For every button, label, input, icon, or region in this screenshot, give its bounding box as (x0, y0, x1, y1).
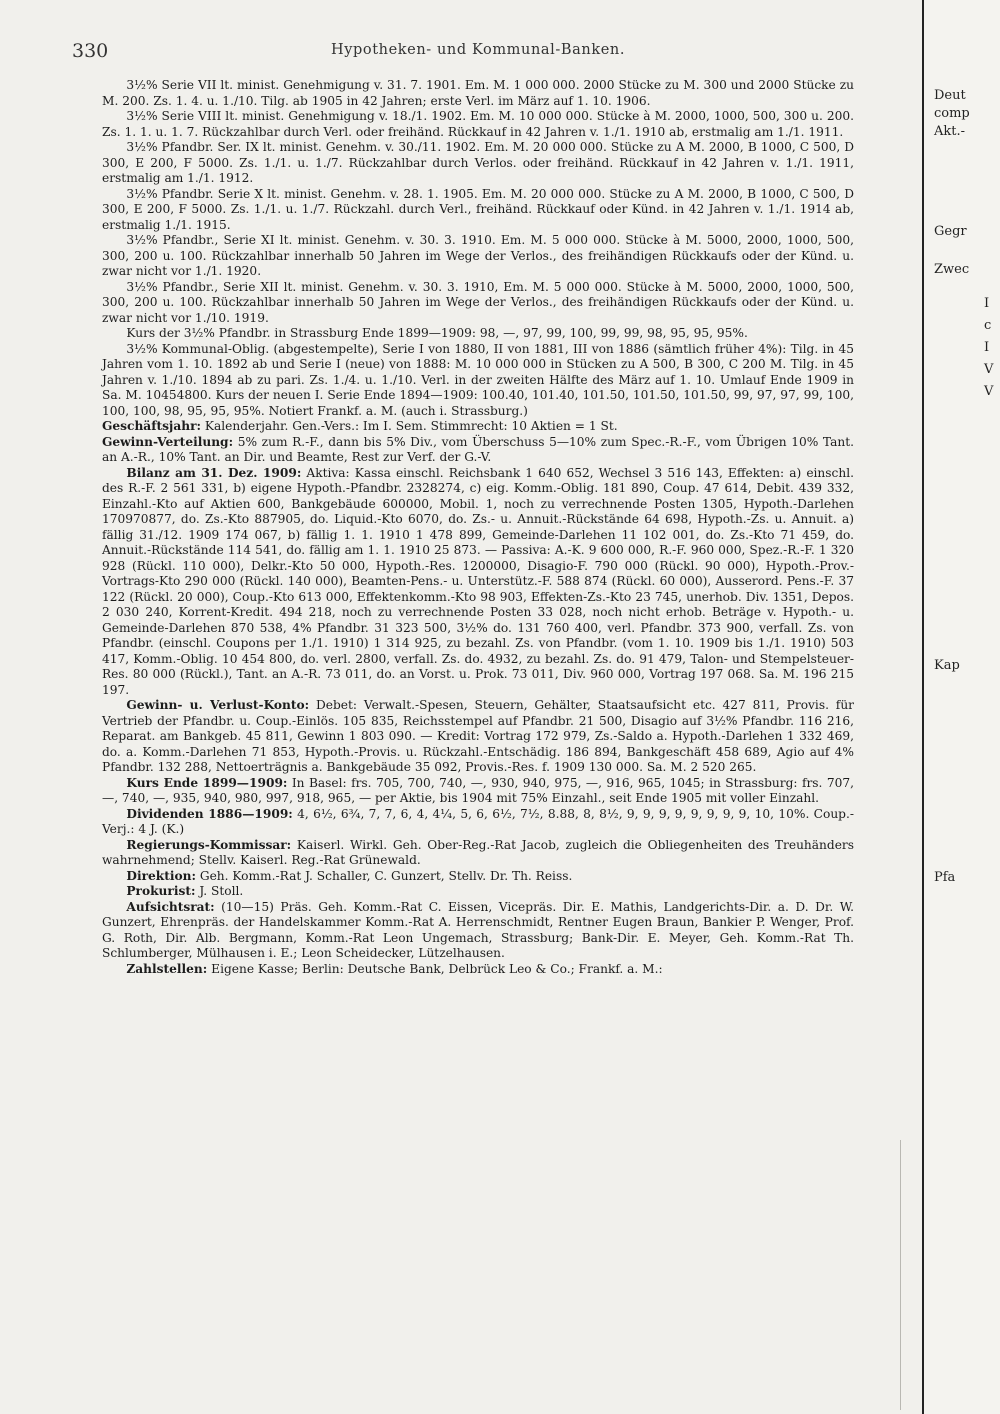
entry-label: Dividenden 1886—1909: (126, 806, 293, 821)
main-column (72, 40, 854, 977)
entry-label: Aufsichtsrat: (126, 899, 215, 914)
entry-text: (10—15) Präs. Geh. Komm.-Rat C. Eissen, Vicepräs. Dir. E. Mathis, Landgerichts-Dir. a. D. Dr. W. Gunzert, Ehrenpräs. der Handelskammer Komm.-Rat A. Herrenschmidt, Rentner Eugen Braun, Bankier P. Wenger, Prof. G. Roth, Dir. Alb. Bergmann, Komm.-Rat Leon Ungemach, Strassburg; Bank-Dir. E. Meyer, Geh. Komm.-Rat Th. Schlumberger, Mülhausen i. E.; Leon Scheidecker, Lützelhausen. (102, 899, 854, 960)
entry-label: Bilanz am 31. Dez. 1909: (126, 465, 302, 480)
page-header (72, 40, 854, 78)
entry-label: Prokurist: (126, 884, 196, 898)
paragraph: 3½% Pfandbr. Serie X lt. minist. Genehm. v. 28. 1. 1905. Em. M. 20 000 000. Stücke zu A M. 2000, B 1000, C 500, D 300, E 200, F 5000. Zs. 1./1. u. 1./7. Rückzahl. durch Verl., freihänd. Rückkauf oder Künd. in 42 Jahren v. 1./1. 1914 ab, erstmalig 1./1. 1915. (102, 186, 854, 232)
margin-word: Kap (934, 658, 960, 673)
paragraph: 3½% Serie VII lt. minist. Genehmigung v. 31. 7. 1901. Em. M. 1 000 000. 2000 Stücke zu M. 300 und 2000 Stücke zu M. 200. Zs. 1. 4. u. 1./10. Tilg. ab 1905 in 42 Jahren; erste Verl. im März auf 1. 10. 1906. (102, 78, 854, 108)
entry-label: Kurs Ende 1899—1909: (126, 775, 288, 790)
entry-dividenden (102, 807, 854, 838)
entry-text: Eigene Kasse; Berlin: Deutsche Bank, Delbrück Leo & Co.; Frankf. a. M.: (207, 961, 663, 976)
entry-text: Kalenderjahr. Gen.-Vers.: Im I. Sem. Stimmrecht: 10 Aktien = 1 St. (201, 419, 618, 433)
entry-text: 4, 6½, 6¾, 7, 7, 6, 4, 4¼, 5, 6, 6½, 7½, 8.88, 8, 8½, 9, 9, 9, 9, 9, 9, 9, 9, 10, 10%. Coup.-Verj.: 4 J. (K.) (102, 806, 854, 836)
paragraph: Kurs der 3½% Pfandbr. in Strassburg Ende 1899—1909: 98, —, 97, 99, 100, 99, 99, 98, 95, 95, 95%. (126, 326, 748, 340)
margin-word: Zwec (934, 262, 970, 277)
page-fold-line (900, 1140, 907, 1410)
margin-word: Gegr (934, 224, 967, 239)
paragraph: 3½% Pfandbr. Ser. IX lt. minist. Genehm. v. 30./11. 1902. Em. M. 20 000 000. Stücke zu A M. 2000, B 1000, C 500, D 300, E 200, F 5000. Zs. 1./1. u. 1./7. Rückzahlbar durch Verlos. oder freihänd. Rückkauf in 42 Jahren v. 1./1. 1911, erstmalig am 1./1. 1912. (102, 140, 854, 185)
entry-text: Debet: Verwalt.-Spesen, Steuern, Gehälter, Staatsaufsicht etc. 427 811, Provis. für Vertrieb der Pfandbr. u. Coup.-Einlös. 105 835, Reichsstempel auf Pfandbr. 21 500, Disagio auf 3½% Pfandbr. 116 216, Reparat. am Bankgeb. 45 811, Gewinn 1 803 090. — Kredit: Vortrag 172 979, Zs.-Saldo a. Hypoth.-Darlehen 1 332 469, do. a. Komm.-Darlehen 71 853, Hypoth.-Provis. u. Rückzahl.-Entschädig. 186 894, Bankgeschäft 458 689, Agio auf 4% Pfandbr. 132 288, Nettoerträgnis a. Bankgebäude 35 092, Provis.-Res. f. 1909 130 000. Sa. M. 2 520 265. (102, 698, 854, 774)
entry-text: Kaiserl. Wirkl. Geh. Ober-Reg.-Rat Jacob, zugleich die Obliegenheiten des Treuhänders wahrnehmend; Stellv. Kaiserl. Reg.-Rat Grünewald. (102, 837, 854, 867)
margin-word: I (984, 296, 990, 311)
margin-word: comp (934, 106, 970, 121)
entry-bilanz (102, 466, 854, 699)
adjacent-page-edge (922, 0, 1000, 1414)
entry-prokurist (102, 884, 854, 900)
entry-label: Direktion: (126, 868, 196, 883)
margin-word: Deut (934, 88, 966, 103)
entry-regierungs-kommissar (102, 838, 854, 869)
margin-word: I (984, 340, 990, 355)
entry-text: In Basel: frs. 705, 700, 740, —, 930, 940, 975, —, 916, 965, 1045; in Strassburg: frs. 707, —, 740, —, 935, 940, 980, 997, 918, 965, — per Aktie, bis 1904 mit 75% Einzahl., seit Ende 1905 mit voller Einzahl. (102, 775, 854, 805)
entry-text: 5% zum R.-F., dann bis 5% Div., vom Überschuss 5—10% zum Spec.-R.-F., vom Übrigen 10% Tant. an A.-R., 10% Tant. an Dir. und Beamte, Rest zur Verf. der G.-V. (102, 434, 854, 464)
entry-label: Geschäftsjahr: (102, 419, 202, 433)
entry-geschaeftsjahr (102, 419, 854, 435)
entry-gewinn-verteilung (102, 435, 854, 466)
entry-zahlstellen (102, 962, 854, 978)
entry-aufsichtsrat (102, 900, 854, 962)
entry-direktion (102, 869, 854, 885)
margin-word: V (984, 384, 994, 399)
margin-word: V (984, 362, 994, 377)
margin-word: c (984, 318, 992, 333)
page-number: 330 (72, 40, 109, 62)
paragraph: 3½% Serie VIII lt. minist. Genehmigung v. 18./1. 1902. Em. M. 10 000 000. Stücke à M. 2000, 1000, 500, 300 u. 200. Zs. 1. 1. u. 1. 7. Rückzahlbar durch Verl. oder freihänd. Rückkauf in 42 Jahren v. 1./1. 1910 ab, erstmalig am 1./1. 1911. (102, 109, 854, 139)
running-title: Hypotheken- und Kommunal-Banken. (330, 42, 626, 58)
entry-kurs (102, 776, 854, 807)
entry-gewinn-verlust (102, 698, 854, 776)
entry-text: Aktiva: Kassa einschl. Reichsbank 1 640 652, Wechsel 3 516 143, Effekten: a) einschl. des R.-F. 2 561 331, b) eigene Hypoth.-Pfandbr. 2328274, c) eig. Komm.-Oblig. 181 890, Coup. 47 614, Debit. 439 332, Einzahl.-Kto auf Aktien 600, Bankgebäude 600000, Mobil. 1, noch zu verrechnende Posten 1305, Hypoth.-Darlehen 170970877, do. Zs.-Kto 887905, do. Liquid.-Kto 6070, do. Zs.- u. Annuit.-Rückstände 64 698, Hypoth.-Zs. u. Annuit. a) fällig 31./12. 1909 174 067, b) fällig 1. 1. 1910 1 478 899, Gemeinde-Darlehen 11 102 001, do. Zs.-Kto 71 459, do. Annuit.-Rückstände 114 541, do. fällig am 1. 1. 1910 25 873. — Passiva: A.-K. 9 600 000, R.-F. 960 000, Spez.-R.-F. 1 320 928 (Rückl. 110 000), Delkr.-Kto 50 000, Hypoth.-Res. 1200000, Disagio-F. 790 000 (Rückl. 90 000), Hypoth.-Prov.-Vortrags-Kto 290 000 (Rückl. 140 000), Beamten-Pens.- u. Unterstütz.-F. 588 874 (Rückl. 60 000), Ausserord. Pens.-F. 37 122 (Rückl. 20 000), Coup.-Kto 613 000, Effektenkomm.-Kto 98 903, Effekten-Zs.-Kto 23 745, unerhob. Div. 1351, Depos. 2 030 240, Korrent-Kredit. 494 218, noch zu verrechnende Posten 33 028, noch nicht erhob. Beträge v. Hypoth.- u. Gemeinde-Darlehen 870 538, 4% Pfandbr. 31 323 500, 3½% do. 131 760 400, verl. Pfandbr. 373 900, verfall. Zs. von Pfandbr. (einschl. Coupons per 1./1. 1910) 1 314 925, zu bezahl. Zs. von Pfandbr. (vom 1. 10. 1909 bis 1./1. 1910) 503 417, Komm.-Oblig. 10 454 800, do. verl. 2800, verfall. Zs. do. 4932, zu bezahl. Zs. do. 91 479, Talon- und Stempelsteuer-Res. 80 000 (Rückl.), Tant. an A.-R. 73 011, do. an Vorst. u. Prok. 73 011, Div. 960 000, Vortrag 197 068. Sa. M. 196 215 197. (102, 465, 854, 697)
entry-text: J. Stoll. (195, 884, 244, 898)
paragraph: 3½% Kommunal-Oblig. (abgestempelte), Serie I von 1880, II von 1881, III von 1886 (sämtlich früher 4%): Tilg. in 45 Jahren vom 1. 10. 1892 ab und Serie I (neue) von 1888: M. 10 000 000 in Stücken zu A 500, B 300, C 200 M. Tilg. in 45 Jahren v. 1./10. 1894 ab zu pari. Zs. 1./4. u. 1./10. Verl. in der zweiten Hälfte des März auf 1. 10. Umlauf Ende 1909 in Sa. M. 10454800. Kurs der neuen I. Serie Ende 1894—1909: 100.40, 101.40, 101.50, 101.50, 101.50, 99, 97, 97, 99, 100, 100, 100, 98, 95, 95, 95%. Notiert Frankf. a. M. (auch i. Strassburg.) (102, 341, 854, 418)
entry-label: Gewinn- u. Verlust-Konto: (126, 698, 310, 712)
paragraph: 3½% Pfandbr., Serie XII lt. minist. Genehm. v. 30. 3. 1910, Em. M. 5 000 000. Stücke à M. 5000, 2000, 1000, 500, 300, 200 u. 100. Rückzahlbar innerhalb 50 Jahren im Wege der Verlos., des freihändigen Rückkaufs oder der Künd. u. zwar nicht vor 1./10. 1919. (102, 279, 854, 325)
entry-label: Zahlstellen: (126, 961, 208, 976)
paragraph: 3½% Pfandbr., Serie XI lt. minist. Genehm. v. 30. 3. 1910. Em. M. 5 000 000. Stücke à M. 5000, 2000, 1000, 500, 300, 200 u. 100. Rückzahlbar innerhalb 50 Jahren im Wege der Verlos., des freihändigen Rückkaufs oder der Künd. u. zwar nicht vor 1./1. 1920. (102, 233, 854, 278)
margin-word: Akt.- (934, 124, 966, 139)
body-text (102, 78, 854, 977)
entry-label: Gewinn-Verteilung: (102, 434, 234, 449)
entry-label: Regierungs-Kommissar: (126, 837, 292, 852)
entry-text: Geh. Komm.-Rat J. Schaller, C. Gunzert, Stellv. Dr. Th. Reiss. (195, 868, 573, 883)
margin-word: Pfa (934, 870, 956, 885)
